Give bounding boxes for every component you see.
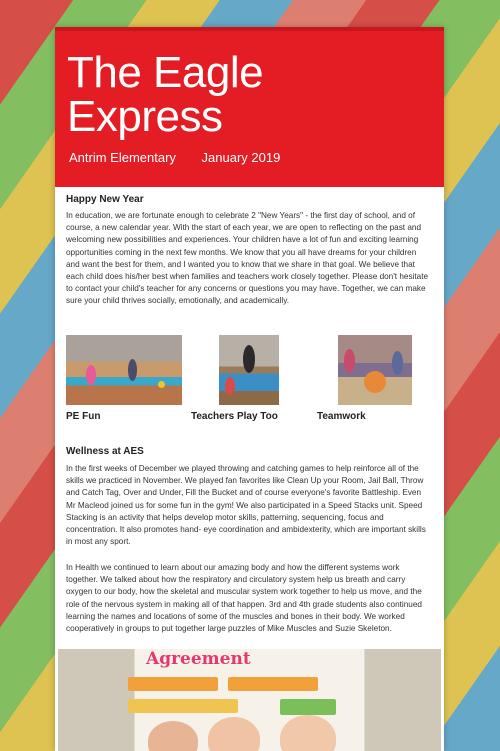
child-figure xyxy=(86,365,96,385)
wellness-body-2: In Health we continued to learn about our amazing body and how the different systems work together. We talked about how the respiratory and circulatory system help us breath and carry oxygen to our body, how the skeletal and muscular system work together to help us move, and the role of the nervous system in making all of that happen. 3rd and 4th grade students also continued learning the names and locations of some of the muscles and bones in their body. We worked cooperatively in groups to put together large puzzles of Mike Muscles and Suzie Skeleton. xyxy=(66,563,422,634)
puzzle xyxy=(364,371,386,393)
issue-date: January 2019 xyxy=(201,150,281,165)
child-face xyxy=(148,721,198,751)
new-year-body: In education, we are fortunate enough to celebrate 2 "New Years" - the first day of school, and of course, a new calendar year. With the start of each year, we are open to reflecting on the past and welcoming new possibilities and experiences. Your children have a lot of fun and exciting learning opportunities coming in the next few months. We know that you all have dreams for your children and want the best for them, and I wanted you to know that we share in that goal. We believe that each child does his/her best when families and teachers work closely together. Please don't hesitate to contact your child's teacher for any concerns or questions you may have. Together, we can make sure your child thrives socially, emotionally, and academically. xyxy=(66,211,429,306)
child-figure xyxy=(225,377,235,395)
pe-fun-photo[interactable] xyxy=(66,335,182,405)
classroom-agreement-photo[interactable] xyxy=(58,649,441,751)
agreement-sign: Agreement xyxy=(146,649,251,669)
wellness-body-1: In the first weeks of December we played throwing and catching games to help reinforce all of the skills we practiced in November. We played fan favorites like Clean Up your Room, Jail Ball, Throw and Catch Tag, Over and Under, Fill the Bucket and of course everyone's favorite Battleship. Even Mr Macleod joined us for some fun in the gym! We also participated in a Speed Stacks unit. Speed Stacking is an activity that helps develop motor skills, patterning, sequencing, focus and concentration. It also promotes hand- eye coordination and ambidexterity, which are important skills in most any sport. xyxy=(66,464,426,547)
newsletter-header xyxy=(55,27,444,187)
paper-crown xyxy=(280,699,336,715)
school-name: Antrim Elementary xyxy=(69,150,176,165)
wellness-heading: Wellness at AES xyxy=(66,446,144,457)
pencil-decoration xyxy=(128,677,218,691)
ball xyxy=(158,381,165,388)
child-figure xyxy=(128,359,137,381)
newsletter-card xyxy=(55,27,444,751)
child-face xyxy=(280,715,336,751)
teachers-play-photo[interactable] xyxy=(219,335,279,405)
header-meta xyxy=(69,150,302,165)
caption-teamwork: Teamwork xyxy=(317,411,366,422)
child-figure xyxy=(344,349,355,373)
teamwork-photo[interactable] xyxy=(338,335,412,405)
caption-pe-fun: PE Fun xyxy=(66,411,101,422)
pencil-decoration xyxy=(128,699,238,713)
child-face xyxy=(208,717,260,751)
photo-row xyxy=(55,335,444,405)
child-figure xyxy=(392,351,403,375)
newsletter-title: The Eagle Express xyxy=(67,48,264,141)
caption-teachers-play: Teachers Play Too xyxy=(191,411,278,422)
new-year-heading: Happy New Year xyxy=(66,194,144,205)
pencil-decoration xyxy=(228,677,318,691)
teacher-figure xyxy=(243,345,255,373)
